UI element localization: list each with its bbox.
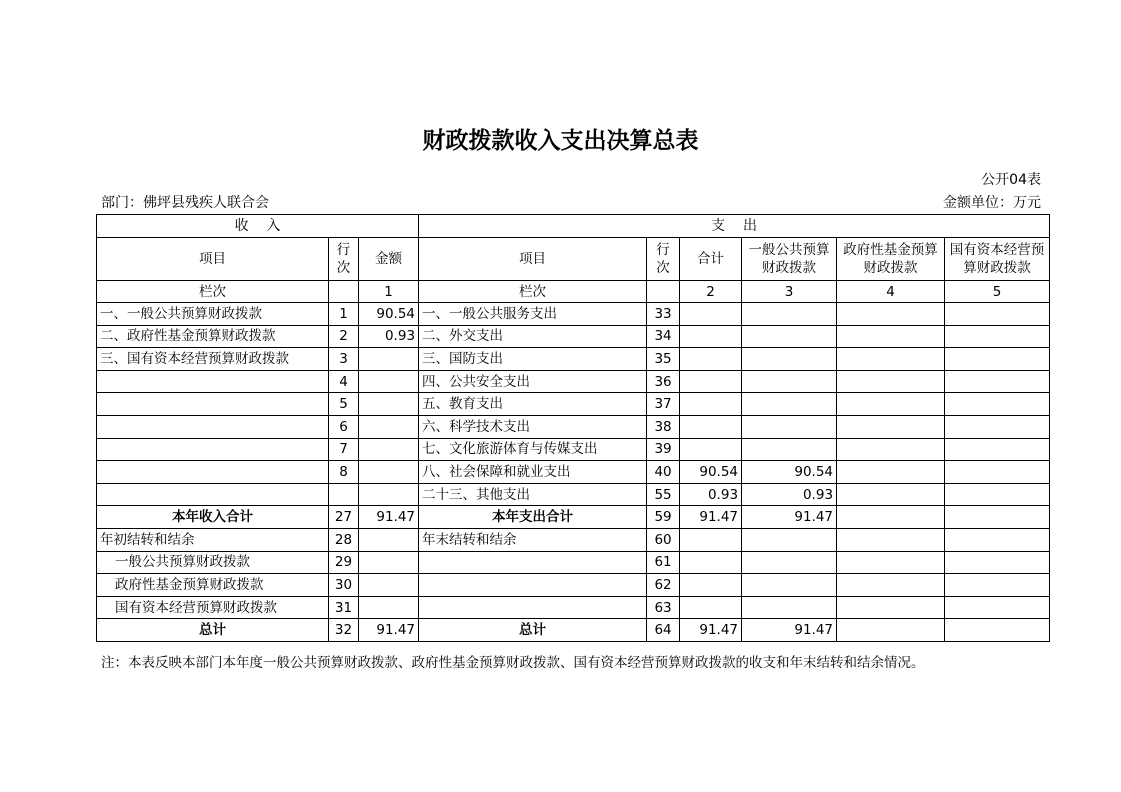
income-row-number: 1 (329, 303, 359, 326)
gov-fund-amount (837, 461, 945, 484)
budget-summary-table (96, 214, 1050, 642)
form-number: 公开04表 (981, 172, 1041, 188)
income-row-number (329, 483, 359, 506)
expense-total (680, 303, 742, 326)
state-capital-amount (945, 461, 1050, 484)
income-amount (359, 596, 419, 619)
table-row (97, 325, 1050, 348)
unit-label: 金额单位：万元 (943, 195, 1041, 211)
expense-item: 三、国防支出 (419, 348, 647, 371)
income-item (97, 483, 329, 506)
income-amount (359, 461, 419, 484)
expense-item: 五、教育支出 (419, 393, 647, 416)
income-amount (359, 483, 419, 506)
income-item: 本年收入合计 (97, 506, 329, 529)
expense-item: 六、科学技术支出 (419, 415, 647, 438)
state-capital-amount (945, 483, 1050, 506)
income-item (97, 415, 329, 438)
income-item: 一、一般公共预算财政拨款 (97, 303, 329, 326)
income-item: 二、政府性基金预算财政拨款 (97, 325, 329, 348)
income-amount (359, 348, 419, 371)
expense-row-number: 60 (647, 528, 680, 551)
expense-item: 四、公共安全支出 (419, 370, 647, 393)
state-capital-amount (945, 551, 1050, 574)
gov-fund-amount (837, 528, 945, 551)
expense-total (680, 348, 742, 371)
income-item: 三、国有资本经营预算财政拨款 (97, 348, 329, 371)
expense-item-header: 项目 (419, 238, 647, 281)
gov-fund-amount (837, 438, 945, 461)
expense-row-number: 59 (647, 506, 680, 529)
column-number-1: 1 (359, 281, 419, 303)
gov-fund-amount (837, 303, 945, 326)
general-budget-amount (742, 325, 837, 348)
expense-row-no-header: 行 次 (647, 238, 680, 281)
expense-section-header: 支 出 (419, 215, 1050, 238)
income-amount (359, 393, 419, 416)
expense-row-number: 35 (647, 348, 680, 371)
income-amount: 91.47 (359, 619, 419, 642)
income-row-number: 5 (329, 393, 359, 416)
gov-fund-amount (837, 574, 945, 597)
table-row (97, 461, 1050, 484)
income-amount-header: 金额 (359, 238, 419, 281)
expense-total (680, 596, 742, 619)
general-budget-amount (742, 415, 837, 438)
general-budget-amount (742, 348, 837, 371)
expense-item: 本年支出合计 (419, 506, 647, 529)
income-amount: 91.47 (359, 506, 419, 529)
income-amount: 90.54 (359, 303, 419, 326)
general-budget-header: 一般公共预算财政拨款 (742, 238, 837, 281)
expense-total (680, 551, 742, 574)
section-header-row (97, 215, 1050, 238)
income-item: 国有资本经营预算财政拨款 (97, 596, 329, 619)
column-label-right: 栏次 (419, 281, 647, 303)
expense-row-number: 64 (647, 619, 680, 642)
grand-total-row (97, 619, 1050, 642)
expense-row-number: 37 (647, 393, 680, 416)
expense-total: 91.47 (680, 619, 742, 642)
column-number-3: 3 (742, 281, 837, 303)
expense-total: 90.54 (680, 461, 742, 484)
expense-row-number: 39 (647, 438, 680, 461)
report-title: 财政拨款收入支出决算总表 (422, 127, 699, 154)
gov-fund-amount (837, 393, 945, 416)
expense-total: 91.47 (680, 506, 742, 529)
income-row-number: 27 (329, 506, 359, 529)
carry-over-row (97, 528, 1050, 551)
income-row-number: 7 (329, 438, 359, 461)
table-row (97, 348, 1050, 371)
gov-fund-amount (837, 370, 945, 393)
expense-total (680, 370, 742, 393)
general-budget-amount (742, 370, 837, 393)
state-capital-amount (945, 619, 1050, 642)
income-row-number: 8 (329, 461, 359, 484)
column-header-row (97, 238, 1050, 281)
general-budget-amount (742, 303, 837, 326)
expense-row-number: 55 (647, 483, 680, 506)
general-budget-amount (742, 574, 837, 597)
expense-total (680, 438, 742, 461)
column-number-blank (647, 281, 680, 303)
general-budget-amount (742, 596, 837, 619)
state-capital-amount (945, 325, 1050, 348)
gov-fund-amount (837, 619, 945, 642)
income-row-number: 2 (329, 325, 359, 348)
income-amount (359, 370, 419, 393)
expense-item (419, 574, 647, 597)
gov-fund-amount (837, 325, 945, 348)
expense-row-number: 63 (647, 596, 680, 619)
carry-over-row (97, 551, 1050, 574)
expense-item: 二、外交支出 (419, 325, 647, 348)
gov-fund-amount (837, 551, 945, 574)
year-total-row (97, 506, 1050, 529)
expense-row-number: 62 (647, 574, 680, 597)
table-row (97, 393, 1050, 416)
table-row (97, 303, 1050, 326)
table-row (97, 415, 1050, 438)
state-capital-header: 国有资本经营预算财政拨款 (945, 238, 1050, 281)
expense-total (680, 415, 742, 438)
expense-item: 一、一般公共服务支出 (419, 303, 647, 326)
income-row-number: 28 (329, 528, 359, 551)
expense-total (680, 528, 742, 551)
income-row-number: 31 (329, 596, 359, 619)
state-capital-amount (945, 303, 1050, 326)
gov-fund-amount (837, 348, 945, 371)
expense-total (680, 325, 742, 348)
income-item: 一般公共预算财政拨款 (97, 551, 329, 574)
income-row-number: 3 (329, 348, 359, 371)
income-row-no-header: 行 次 (329, 238, 359, 281)
expense-row-number: 61 (647, 551, 680, 574)
state-capital-amount (945, 370, 1050, 393)
expense-item: 总计 (419, 619, 647, 642)
expense-total (680, 574, 742, 597)
state-capital-amount (945, 393, 1050, 416)
expense-total (680, 393, 742, 416)
income-amount (359, 415, 419, 438)
income-item-header: 项目 (97, 238, 329, 281)
expense-total: 0.93 (680, 483, 742, 506)
income-row-number: 32 (329, 619, 359, 642)
gov-fund-amount (837, 506, 945, 529)
gov-fund-amount (837, 483, 945, 506)
column-number-4: 4 (837, 281, 945, 303)
expense-item (419, 551, 647, 574)
gov-fund-amount (837, 596, 945, 619)
expense-item: 年末结转和结余 (419, 528, 647, 551)
carry-over-row (97, 574, 1050, 597)
income-item (97, 438, 329, 461)
general-budget-amount (742, 528, 837, 551)
general-budget-amount (742, 551, 837, 574)
income-amount (359, 438, 419, 461)
department-label: 部门：佛坪县残疾人联合会 (101, 195, 269, 211)
expense-row-number: 38 (647, 415, 680, 438)
income-row-number: 6 (329, 415, 359, 438)
income-item: 总计 (97, 619, 329, 642)
income-row-number: 4 (329, 370, 359, 393)
state-capital-amount (945, 415, 1050, 438)
income-item: 年初结转和结余 (97, 528, 329, 551)
income-item: 政府性基金预算财政拨款 (97, 574, 329, 597)
income-row-number: 30 (329, 574, 359, 597)
state-capital-amount (945, 506, 1050, 529)
table-row (97, 483, 1050, 506)
general-budget-amount: 0.93 (742, 483, 837, 506)
income-item (97, 370, 329, 393)
income-item (97, 461, 329, 484)
gov-fund-header: 政府性基金预算财政拨款 (837, 238, 945, 281)
state-capital-amount (945, 574, 1050, 597)
general-budget-amount: 91.47 (742, 506, 837, 529)
table-row (97, 370, 1050, 393)
income-item (97, 393, 329, 416)
column-label-left: 栏次 (97, 281, 329, 303)
general-budget-amount: 90.54 (742, 461, 837, 484)
expense-item (419, 596, 647, 619)
income-section-header: 收 入 (97, 215, 419, 238)
income-row-number: 29 (329, 551, 359, 574)
general-budget-amount (742, 438, 837, 461)
general-budget-amount: 91.47 (742, 619, 837, 642)
column-number-row (97, 281, 1050, 303)
expense-row-number: 34 (647, 325, 680, 348)
income-amount (359, 528, 419, 551)
income-amount (359, 574, 419, 597)
column-number-5: 5 (945, 281, 1050, 303)
state-capital-amount (945, 348, 1050, 371)
state-capital-amount (945, 438, 1050, 461)
expense-total-header: 合计 (680, 238, 742, 281)
expense-row-number: 40 (647, 461, 680, 484)
expense-item: 八、社会保障和就业支出 (419, 461, 647, 484)
column-number-blank (329, 281, 359, 303)
table-row (97, 438, 1050, 461)
income-amount (359, 551, 419, 574)
expense-item: 七、文化旅游体育与传媒支出 (419, 438, 647, 461)
gov-fund-amount (837, 415, 945, 438)
state-capital-amount (945, 528, 1050, 551)
income-amount: 0.93 (359, 325, 419, 348)
column-number-2: 2 (680, 281, 742, 303)
expense-row-number: 36 (647, 370, 680, 393)
state-capital-amount (945, 596, 1050, 619)
footnote: 注：本表反映本部门本年度一般公共预算财政拨款、政府性基金预算财政拨款、国有资本经营预算财政拨款的收支和年末结转和结余情况。 (101, 655, 925, 671)
expense-item: 二十三、其他支出 (419, 483, 647, 506)
carry-over-row (97, 596, 1050, 619)
expense-row-number: 33 (647, 303, 680, 326)
general-budget-amount (742, 393, 837, 416)
